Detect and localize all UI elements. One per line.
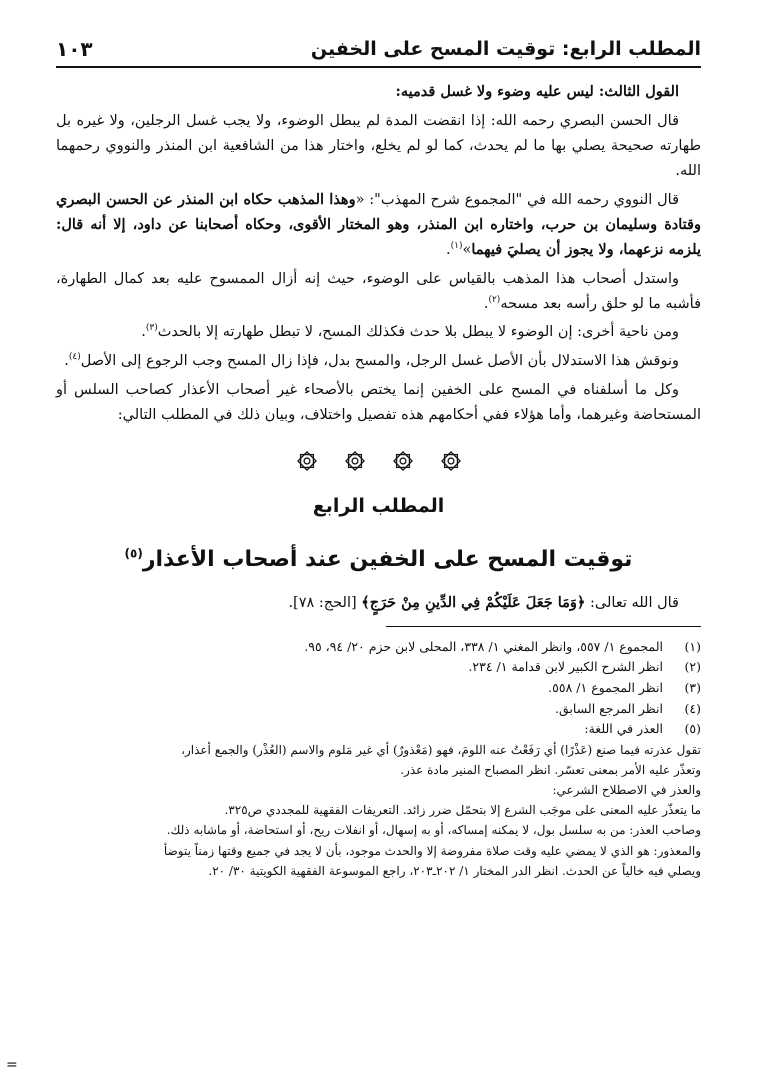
footnote-detail-line: والعذر في الاصطلاح الشرعي: [552,783,701,798]
footnote-text: العذر في اللغة: [584,721,663,737]
verse-reference: [الحج: ٧٨]. [288,594,362,611]
paragraph-summary: وكل ما أسلفناه في المسح على الخفين إنما يختص بالأصحاء غير أصحاب الأعذار كصاحب السلس أو المستحاضة وغيرهما، وأما هؤلاء ففي أحكامهم هذه تفصيل واختلاف، وبيان ذلك في المطلب التالي: [56,382,701,424]
ornament-icon [392,450,414,472]
quote-bold-text: وهذا المذهب حكاه ابن المنذر عن الحسن البصري وقتادة وسليمان بن حرب، واختاره ابن المنذر، وهو المختار الأقوى، وحكاه أصحابنا عن داود، إلا أنه قال: يلزمه نزعهما، ولا يجوز أن يصليَ فيهما [56,190,701,258]
footnote-item [56,657,701,678]
footnote-text: انظر الشرح الكبير لابن قدامة ١/ ٢٣٤. [468,659,663,675]
paragraph-rebuttal: ونوقش هذا الاستدلال بأن الأصل غسل الرجل، والمسح بدل، فإذا زال المسح وجب الرجوع إلى الأصل$^{(٤)}$. [64,352,679,370]
ornament-icon [440,450,462,472]
footnote-ref: (٥) [124,546,143,561]
footnote-separator [386,626,701,627]
running-title: المطلب الرابع: توقيت المسح على الخفين [310,38,701,61]
quran-verse: ﴿وَمَا جَعَلَ عَلَيْكُمْ فِي الدِّينِ مِنْ حَرَجٍ﴾ [361,593,586,611]
ornament-icon [344,450,366,472]
rebuttal-text: ونوقش هذا الاستدلال بأن الأصل غسل الرجل، والمسح بدل، فإذا زال المسح وجب الرجوع إلى الأصل [80,353,679,370]
paragraph-analogy: واستدل أصحاب هذا المذهب بالقياس على الوضوء، حيث إنه أزال الممسوح عليه بعد كمال الطهارة، فأشبه ما لو حلق رأسه بعد مسحه$^{(٢)}$. [56,270,701,312]
paragraph-nawawi-quote: قال النووي رحمه الله في "المجموع شرح المهذب": «وهذا المذهب حكاه ابن المنذر عن الحسن البصري وقتادة وسليمان بن حرب، واختاره ابن المنذر، وهو المختار الأقوى، وحكاه أصحابنا عن داود، إلا أنه قال: يلزمه نزعهما، ولا يجوز أن يصليَ فيهما»$^{(١)}$. [56,190,701,258]
footnote-detail-line: ويصلي فيه خالياً عن الحدث. انظر الدر المختار ١/ ٢٠٢ـ٢٠٣، راجع الموسوعة الفقهية الكويتية ٣٠/ ٢٠. [208,863,701,878]
quote-close: » [462,241,472,258]
footnote-text: انظر المرجع السابق. [555,700,663,716]
section-subtitle-text: توقيت المسح على الخفين عند أصحاب الأعذار [142,546,633,572]
analogy-text: واستدل أصحاب هذا المذهب بالقياس على الوضوء، حيث إنه أزال الممسوح عليه بعد كمال الطهارة، فأشبه ما لو حلق رأسه بعد مسحه [56,270,701,312]
ornament-icon [296,450,318,472]
section-divider-ornaments [56,450,701,472]
section-title: المطلب الرابع [312,495,445,518]
paragraph-other-side: ومن ناحية أخرى: إن الوضوء لا يبطل بلا حدث فكذلك المسح، لا تبطل طهارته إلا بالحدث$^{(٣)}$. [141,323,679,341]
footnote-ref: (١) [450,240,463,251]
footnote-detail-line: ما يتعذّر عليه المعنى على موجَب الشرع إلا بتحمّل ضرر زائد. التعريفات الفقهية للمجددي ص٣٢٥. [224,803,701,818]
footnote-detail-line: تقول عذرته فيما صنع (عَذْرًا) أي رَفَعْتُ عنه اللومَ، فهو (مَعْذورٌ) أي غير مَلوم والاسم (العُذْر) والجمع أعذار، [181,742,701,757]
paragraph-hasan-basri: قال الحسن البصري رحمه الله: إذا انقضت المدة لم يبطل الوضوء، ولا يجب غسل الرجلين، ولا غيره بل طهارته صحيحة يصلي بها ما لم يحدث، كما لو لم يخلع، واختار هذا من الشافعية ابن المنذر والنووي رحمهما الله. [56,112,701,179]
footnote-number: (٣) [684,679,701,695]
other-side-text: ومن ناحية أخرى: إن الوضوء لا يبطل بلا حدث فكذلك المسح، لا تبطل طهارته إلا بالحدث [157,324,679,341]
footnote-item [56,699,701,720]
footnote-ref: (٤) [68,352,81,363]
continuation-mark: = [6,1057,18,1073]
page [56,38,701,1071]
footnotes [56,637,701,881]
footnote-text: المجموع ١/ ٥٥٧، وانظر المغني ١/ ٣٣٨، المحلى لابن حزم ٢٠/ ٩٤، ٩٥. [304,638,663,654]
footnote-number: (١) [684,638,701,654]
verse-intro: قال الله تعالى: [585,594,679,611]
footnote-text: انظر المجموع ١/ ٥٥٨. [548,679,663,695]
running-header [56,38,701,68]
footnote-ref: (٢) [488,294,501,305]
footnote-detail-line: وصاحب العذر: من به سلسل بول، لا يمكنه إمساكه، أو به إسهال، أو انفلات ريح، أو استحاضة، أو ماشابه ذلك. [166,823,701,838]
footnote-detail-line: وتعذّر عليه الأمر بمعنى تعسّر. انظر المصباح المنير مادة عذر. [400,762,701,777]
footnote-number: (٥) [684,721,701,737]
footnote-item [56,719,701,740]
footnote-item [56,678,701,699]
footnote-detail-line: والمعذور: هو الذي لا يمضي عليه وقت صلاة مفروضة إلا والحدث موجود، بأن لا يجد في جميع وقتها زمناً يتوضأ [163,843,701,858]
footnote-item [56,637,701,658]
quote-intro: قال النووي رحمه الله في "المجموع شرح المهذب": « [355,191,679,208]
verse-line [56,591,701,616]
page-number: ١٠٣ [56,37,93,61]
paragraph-third-opinion: القول الثالث: ليس عليه وضوء ولا غسل قدميه: [395,83,679,100]
footnote-ref: (٣) [145,323,158,334]
footnote-number: (٢) [684,659,701,675]
section-subtitle [56,541,701,579]
footnote-5-detail [56,740,701,881]
main-text [56,80,701,616]
footnote-number: (٤) [684,700,701,716]
